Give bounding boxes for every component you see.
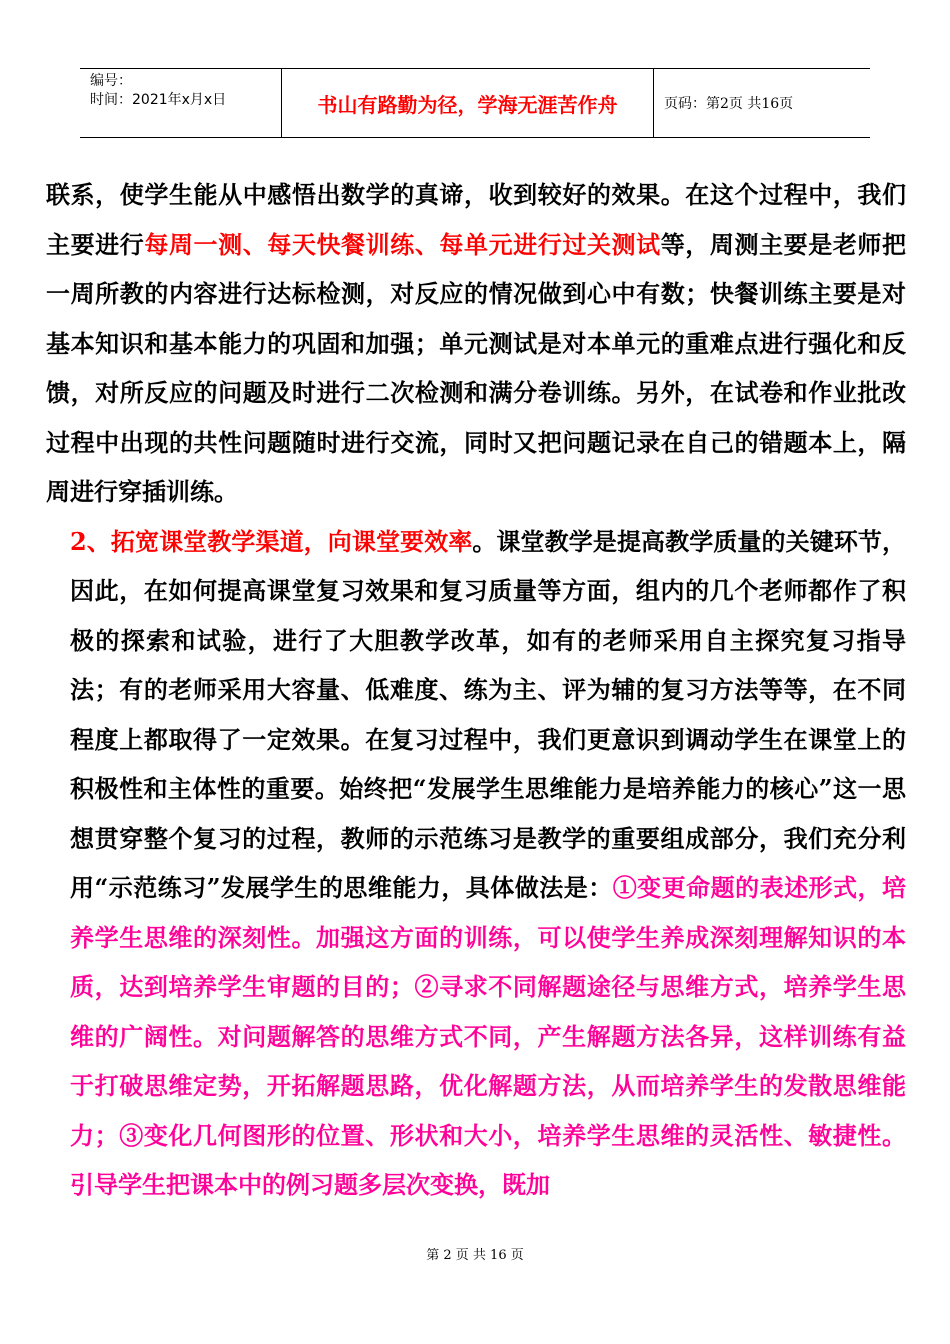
paragraph-2-methods: ①变更命题的表述形式，培养学生思维的深刻性。加强这方面的训练，可以使学生养成深刻理解知识的本质，达到培养学生审题的目的；②寻求不同解题途径与思维方式，培养学生思维的广阔性。对问题解答的思维方式不同，产生解题方法各异，这样训练有益于打破思维定势，开拓解题思路，优化解题方法，从而培养学生的发散思维能力；③变化几何图形的位置、形状和大小，培养学生思维的灵活性、敏捷性。引导学生把课本中的例习题多层次变换，既加 <box>70 873 907 1199</box>
paragraph-1-text-a: 联系，使学生能从中感悟出数学的真谛，收到较好的效果。在这个过程中，我们主要进行 <box>46 180 906 259</box>
header-motto-cell <box>282 69 654 137</box>
paragraph-2-text: 。课堂教学是提高教学质量的关键环节，因此，在如何提高课堂复习效果和复习质量等方面，组内的几个老师都作了积极的探索和试验，进行了大胆教学改革，如有的老师采用自主探究复习指导法；有的老师采用大容量、低难度、练为主、评为辅的复习方法等等，在不同程度上都取得了一定效果。在复习过程中，我们更意识到调动学生在课堂上的积极性和主体性的重要。始终把“发展学生思维能力是培养能力的核心”这一思想贯穿整个复习的过程，教师的示范练习是教学的重要组成部分，我们充分利用“示范练习”发展学生的思维能力，具体做法是： <box>70 526 907 902</box>
paragraph-2-heading: 2、拓宽课堂教学渠道，向课堂要效率 <box>70 526 473 556</box>
paragraph-1 <box>46 170 906 517</box>
header-motto: 书山有路勤为径，学海无涯苦作舟 <box>317 93 618 117</box>
header-page-info: 页码：第2页 共16页 <box>664 96 794 112</box>
page-footer: 第 2 页 共 16 页 <box>426 1248 524 1263</box>
header-meta-cell <box>80 69 282 137</box>
paragraph-1-highlight: 每周一测、每天快餐训练、每单元进行过关测试 <box>144 229 661 259</box>
page-header <box>80 68 870 138</box>
document-id-label: 编号： <box>90 73 132 89</box>
paragraph-1-text-b: 等，周测主要是老师把一周所教的内容进行达标检测，对反应的情况做到心中有数；快餐训练主要是对基本知识和基本能力的巩固和加强；单元测试是对本单元的重难点进行强化和反馈，对所反应的问题及时进行二次检测和满分卷训练。另外，在试卷和作业批改过程中出现的共性问题随时进行交流，同时又把问题记录在自己的错题本上，隔周进行穿插训练。 <box>46 229 907 506</box>
document-body <box>46 170 906 1210</box>
header-page-cell <box>654 69 870 137</box>
document-date: 时间：2021年x月x日 <box>90 92 227 108</box>
paragraph-2 <box>46 517 906 1210</box>
